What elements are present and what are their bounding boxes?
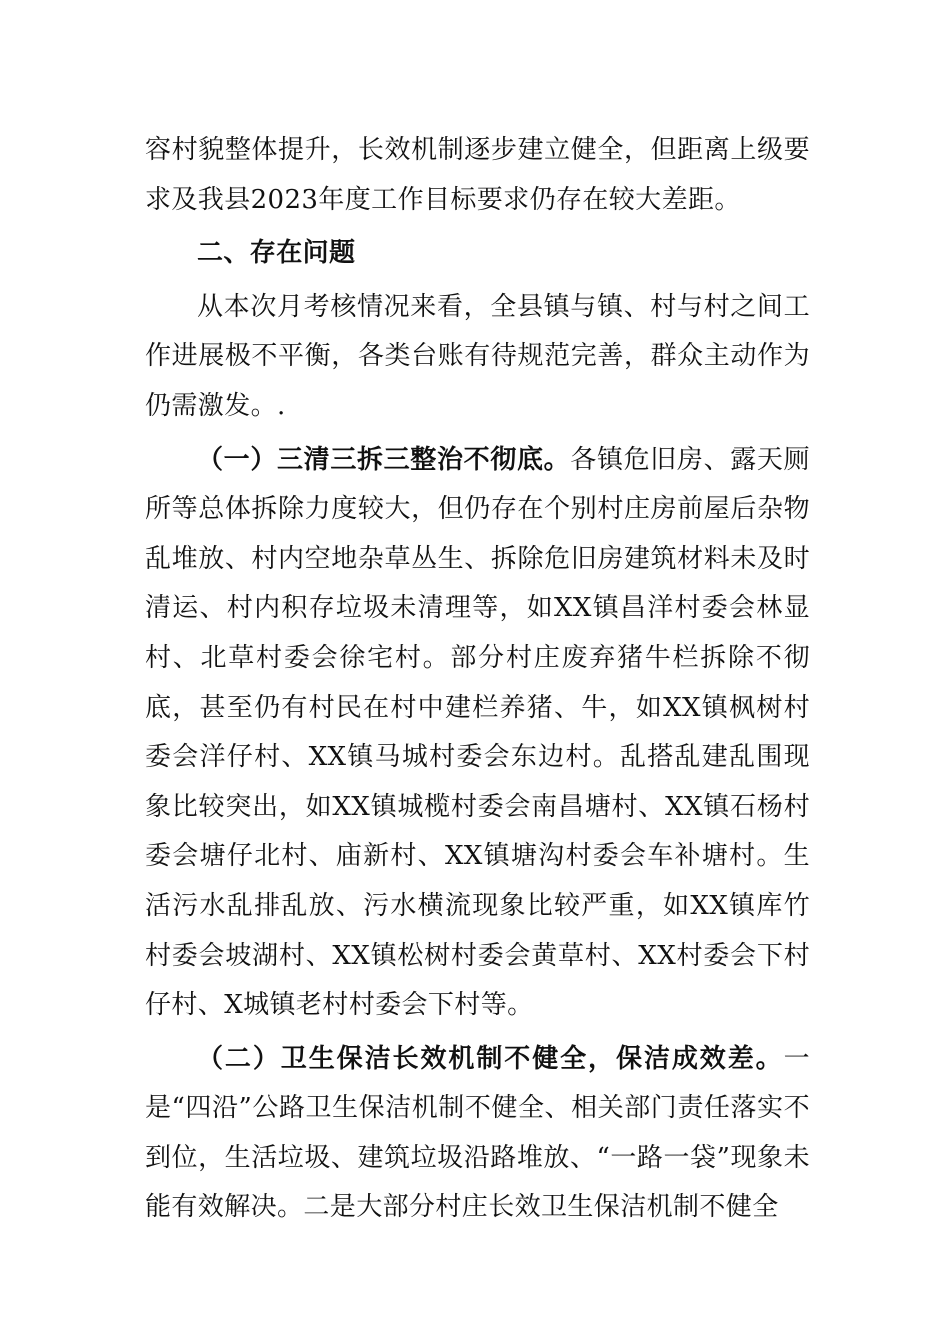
paragraph-subsection-1 — [145, 436, 810, 1031]
paragraph-continuation: 容村貌整体提升，长效机制逐步建立健全，但距离上级要求及我县2023年度工作目标要求仍存在较大差距。 — [145, 135, 810, 215]
document-body — [145, 126, 810, 1233]
subsection-2-title: （二）卫生保洁长效机制不健全，保洁成效差。 — [197, 1043, 784, 1074]
subsection-1-title: （一）三清三拆三整治不彻底。 — [197, 444, 571, 475]
subsection-2-body: 一是“四沿”公路卫生保洁机制不健全、相关部门责任落实不到位，生活垃圾、建筑垃圾沿路堆放、“一路一袋”现象未能有效解决。二是大部分村庄长效卫生保洁机制不健全 — [145, 1043, 810, 1223]
paragraph-overview: 从本次月考核情况来看，全县镇与镇、村与村之间工作进展极不平衡，各类台账有待规范完善，群众主动作为仍需激发。. — [145, 291, 810, 421]
paragraph-subsection-2 — [145, 1035, 810, 1233]
section-heading-problems: 二、存在问题 — [197, 238, 356, 269]
subsection-1-body: 各镇危旧房、露天厕所等总体拆除力度较大，但仍存在个别村庄房前屋后杂物乱堆放、村内空地杂草丛生、拆除危旧房建筑材料未及时清运、村内积存垃圾未清理等，如XX镇昌洋村委会林显村、北草村委会徐宅村。部分村庄废弃猪牛栏拆除不彻底，甚至仍有村民在村中建栏养猪、牛，如XX镇枫树村委会洋仔村、XX镇马城村委会东边村。乱搭乱建乱围现象比较突出，如XX镇城榄村委会南昌塘村、XX镇石杨村委会塘仔北村、庙新村、XX镇塘沟村委会车补塘村。生活污水乱排乱放、污水横流现象比较严重，如XX镇库竹村委会坡湖村、XX镇松树村委会黄草村、XX村委会下村仔村、X城镇老村村委会下村等。 — [145, 444, 810, 1021]
